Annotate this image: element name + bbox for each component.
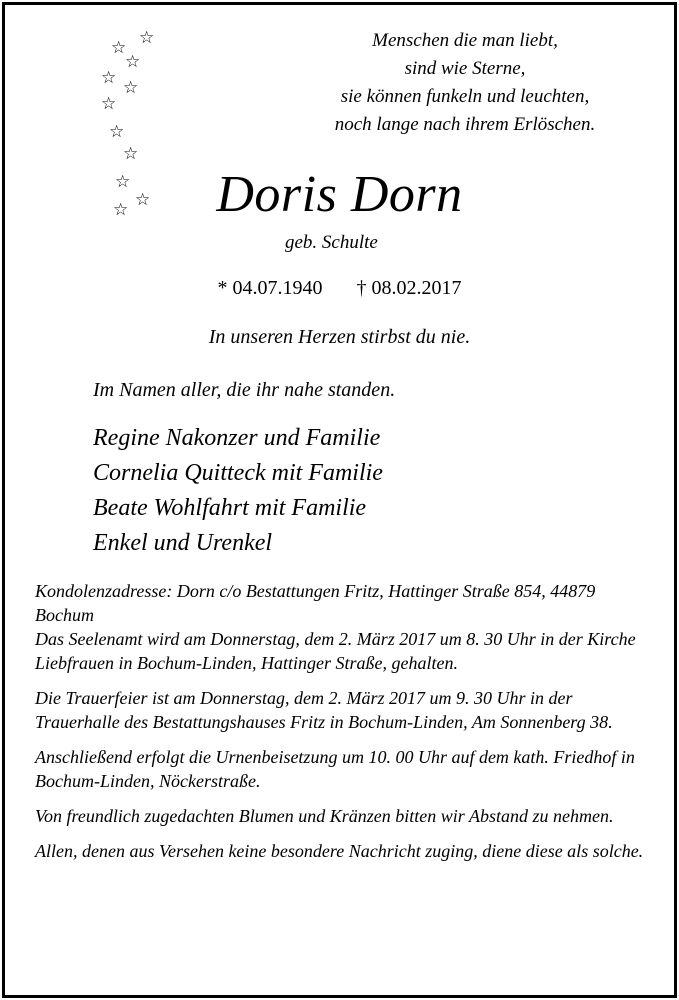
star-icon: ☆ [123, 144, 139, 163]
obituary-frame [2, 2, 677, 998]
mourner-entry: Enkel und Urenkel [93, 530, 273, 556]
requiem-notice: Das Seelenamt wird am Donnerstag, dem 2. März 2017 um 8. 30 Uhr in der Kirche Liebfrauen in Bochum-Linden, Hattinger Straße, gehalten. [35, 629, 636, 673]
birth-date: * 04.07.1940 [217, 277, 323, 299]
motto: In unseren Herzen stirbst du nie. [208, 326, 471, 348]
poem [305, 27, 625, 139]
deceased-name: Doris Dorn [216, 166, 463, 223]
mourner-entry: Cornelia Quitteck mit Familie [93, 460, 383, 486]
mourners-list [93, 421, 383, 561]
mourner-entry: Regine Nakonzer und Familie [93, 425, 381, 451]
mourner-entry: Beate Wohlfahrt mit Familie [93, 495, 367, 521]
poem-line: sind wie Sterne, [404, 58, 526, 79]
star-icon: ☆ [101, 68, 117, 87]
birth-name: geb. Schulte [285, 232, 378, 253]
star-icon: ☆ [135, 190, 151, 209]
star-icon: ☆ [113, 200, 129, 219]
condolence-address: Kondolenzadresse: Dorn c/o Bestattungen Fritz, Hattinger Straße 854, 44879 Bochum [35, 581, 596, 625]
flowers-notice: Von freundlich zugedachten Blumen und Kränzen bitten wir Abstand zu nehmen. [35, 806, 614, 826]
star-icon: ☆ [101, 94, 117, 113]
poem-line: sie können funkeln und leuchten, [340, 86, 590, 107]
notices [35, 579, 650, 874]
burial-notice: Anschließend erfolgt die Urnenbeisetzung um 10. 00 Uhr auf dem kath. Friedhof in Bochum-Linden, Nöckerstraße. [35, 747, 635, 791]
poem-line: noch lange nach ihrem Erlöschen. [334, 114, 596, 135]
life-dates [5, 275, 674, 301]
star-icon: ☆ [125, 52, 141, 71]
notification-notice: Allen, denen aus Versehen keine besondere Nachricht zuging, diene diese als solche. [35, 841, 644, 861]
star-icon: ☆ [123, 78, 139, 97]
star-icon: ☆ [109, 122, 125, 141]
poem-line: Menschen die man liebt, [372, 30, 558, 51]
star-icon: ☆ [115, 172, 131, 191]
behalf-line: Im Namen aller, die ihr nahe standen. [93, 379, 396, 401]
star-icon: ☆ [139, 28, 155, 47]
star-icon: ☆ [111, 38, 127, 57]
death-date: † 08.02.2017 [356, 277, 462, 299]
funeral-notice: Die Trauerfeier ist am Donnerstag, dem 2. März 2017 um 9. 30 Uhr in der Trauerhalle des Bestattungshauses Fritz in Bochum-Linden, Am Sonnenberg 38. [35, 688, 613, 732]
